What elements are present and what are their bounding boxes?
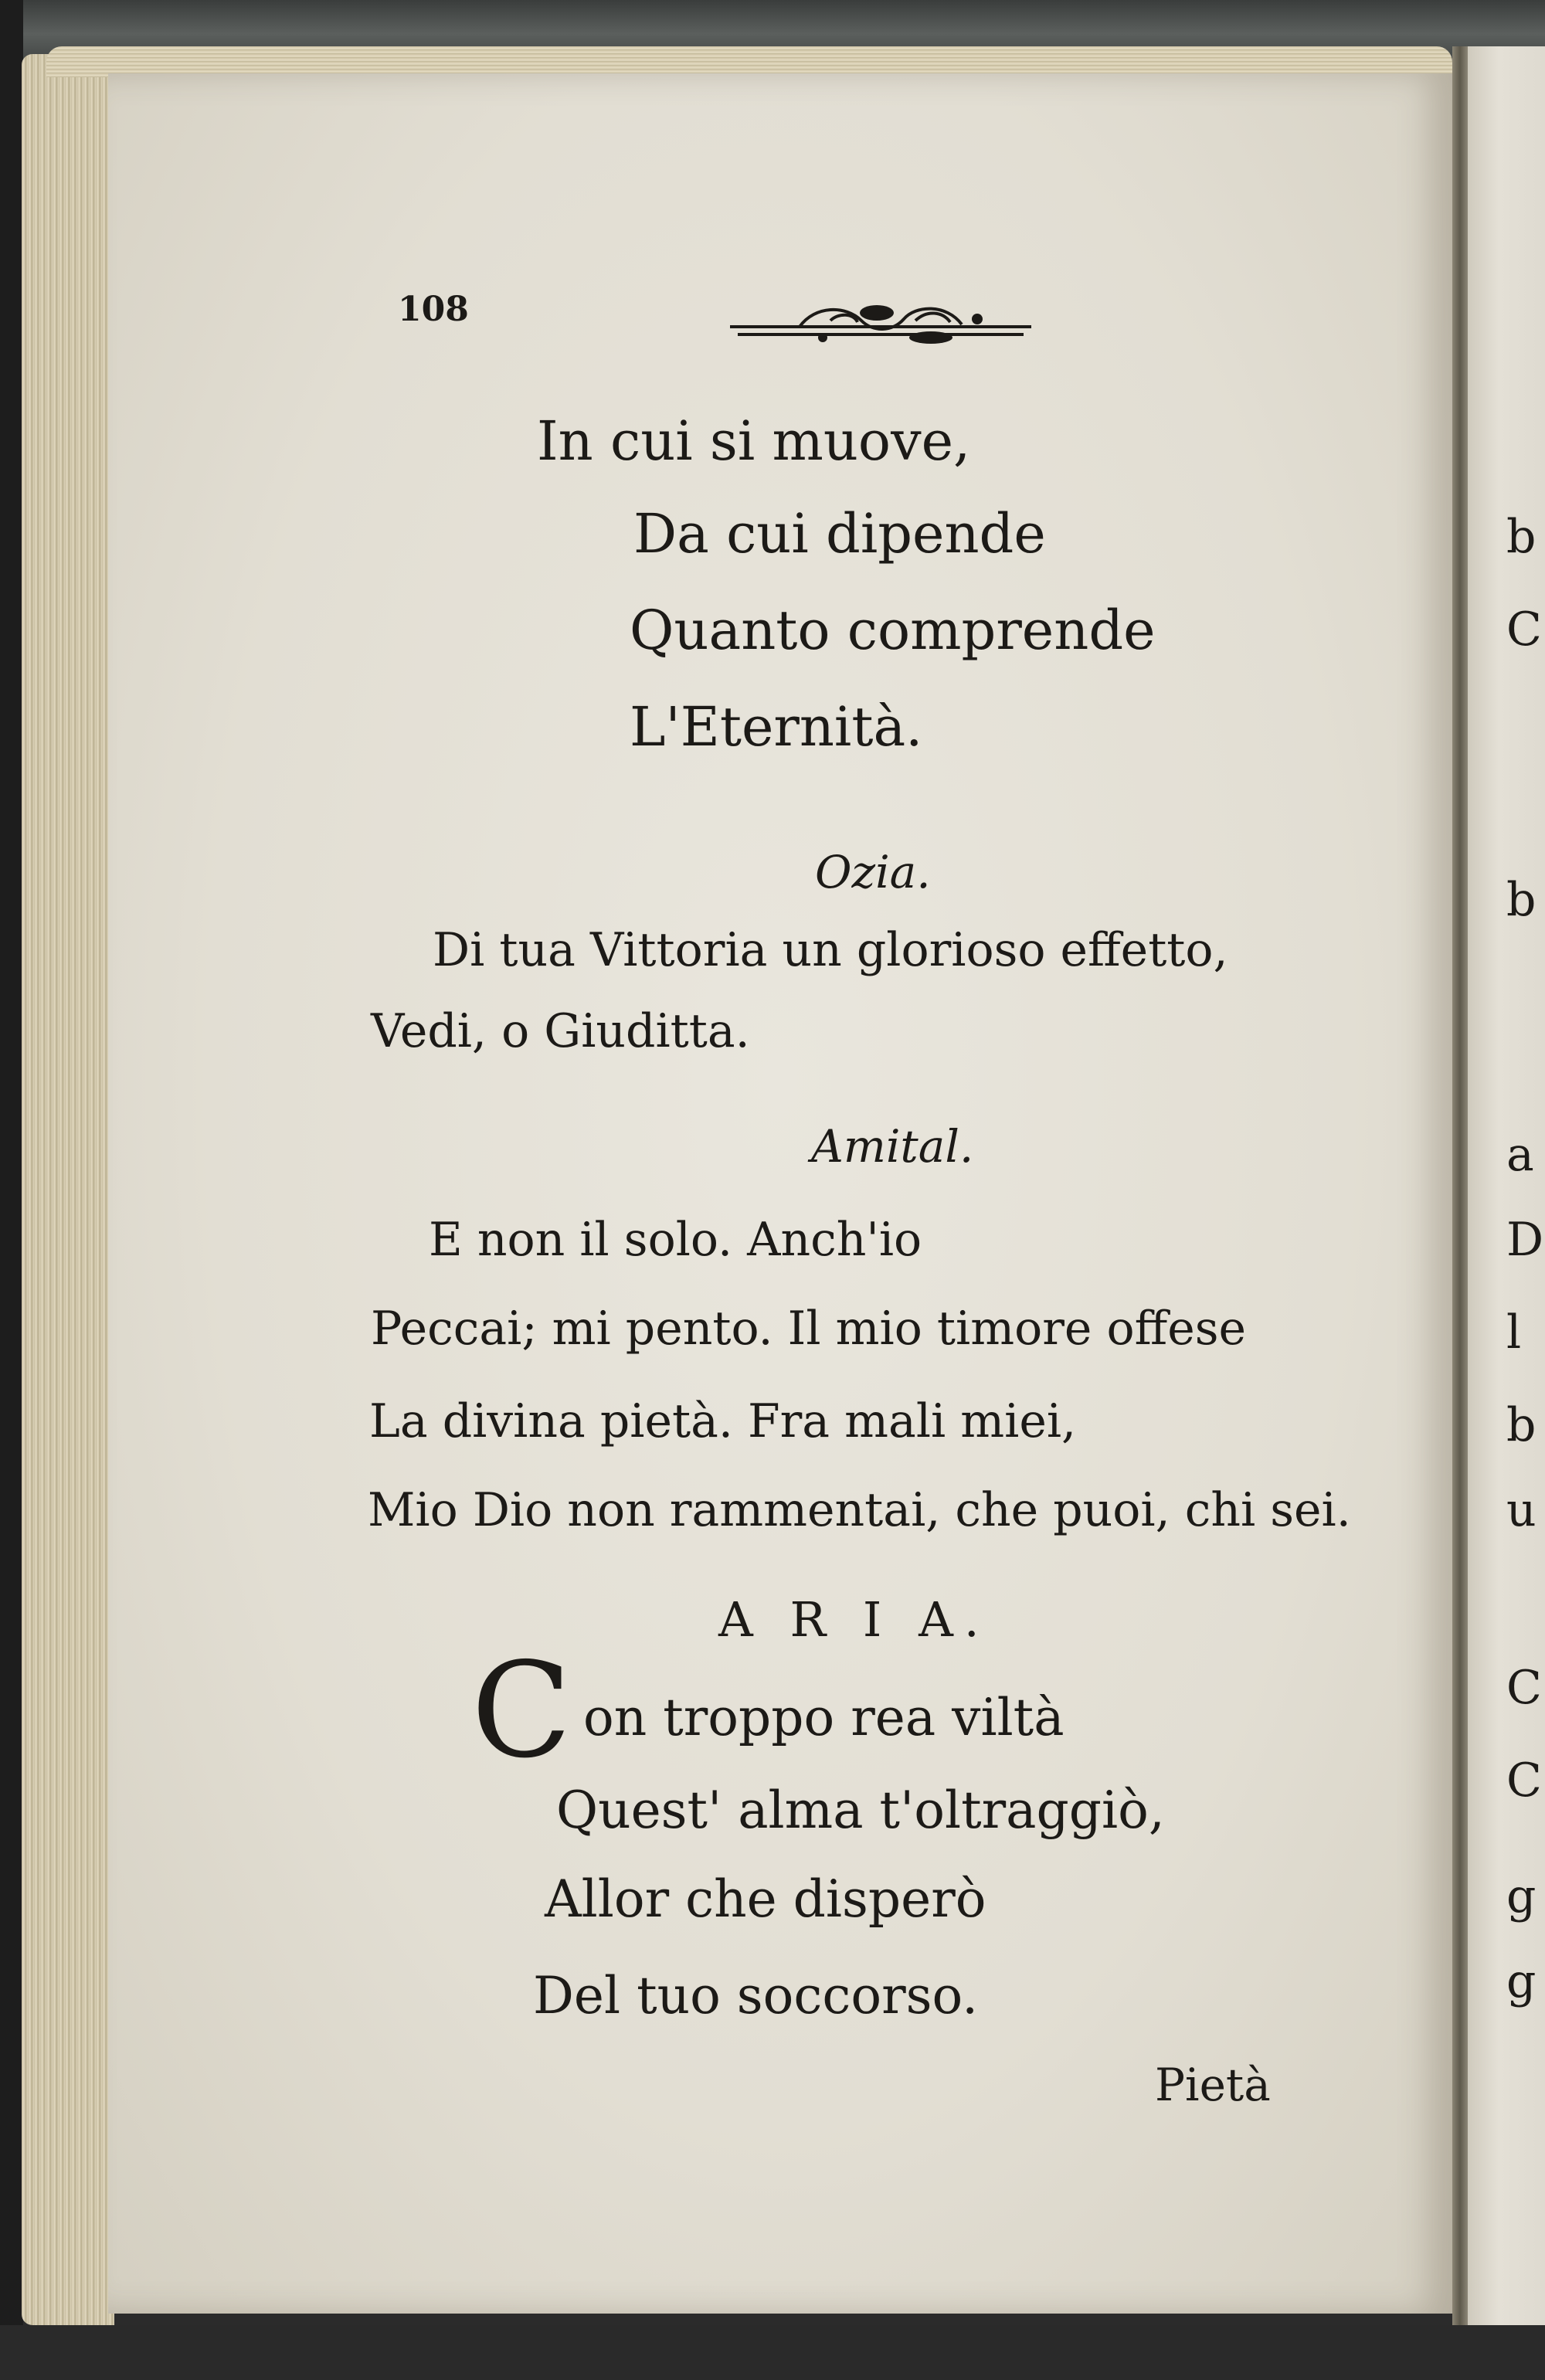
verse-line: In cui si muove, [537,409,971,473]
page-stack-edge [22,54,114,2325]
speaker-name: Amital. [811,1120,974,1173]
facing-page-fragment: l [1506,1305,1522,1360]
facing-page-fragment: D [1506,1213,1544,1267]
verse-line: Quanto comprende [630,599,1156,662]
backdrop-left [0,0,23,2380]
speech-line: La divina pietà. Fra mali miei, [369,1394,1077,1448]
aria-line: Quest' alma t'oltraggiò, [556,1781,1165,1840]
speech-line: Di tua Vittoria un glorioso effetto, [433,923,1228,977]
speaker-name: Ozia. [815,846,931,898]
verse-line: L'Eternità. [630,695,923,759]
facing-page-fragment: C [1506,1754,1542,1808]
facing-page-fragment: b [1506,510,1537,564]
facing-page-fragment: g [1506,1869,1537,1923]
verse-line: Da cui dipende [633,502,1046,565]
facing-page-fragment: C [1506,1661,1542,1715]
page-number: 108 [398,290,469,329]
book-gutter [1452,46,1468,2348]
facing-page-fragment: C [1506,603,1542,657]
backdrop-bottom [0,2325,1545,2380]
facing-page-fragment: b [1506,873,1537,927]
speech-line: E non il solo. Anch'io [429,1213,922,1267]
page-stack-top-edge [46,46,1452,77]
aria-line: on troppo rea viltà [583,1688,1065,1747]
speech-line: Mio Dio non rammentai, che puoi, chi sei. [368,1483,1351,1537]
drop-cap: C [471,1635,572,1788]
speech-line: Vedi, o Giuditta. [371,1004,750,1058]
speech-line: Peccai; mi pento. Il mio timore offese [371,1302,1247,1356]
facing-page-fragment: g [1506,1954,1537,2008]
facing-page-fragment: a [1506,1128,1534,1182]
catchword: Pietà [1155,2059,1271,2111]
printers-ornament-icon [730,290,1031,351]
aria-line: Del tuo soccorso. [533,1966,979,2025]
aria-line: Allor che disperò [545,1869,986,1929]
aria-heading: A R I A. [718,1591,990,1648]
facing-page-fragment: u [1506,1483,1537,1537]
facing-page-fragment: b [1506,1398,1537,1452]
